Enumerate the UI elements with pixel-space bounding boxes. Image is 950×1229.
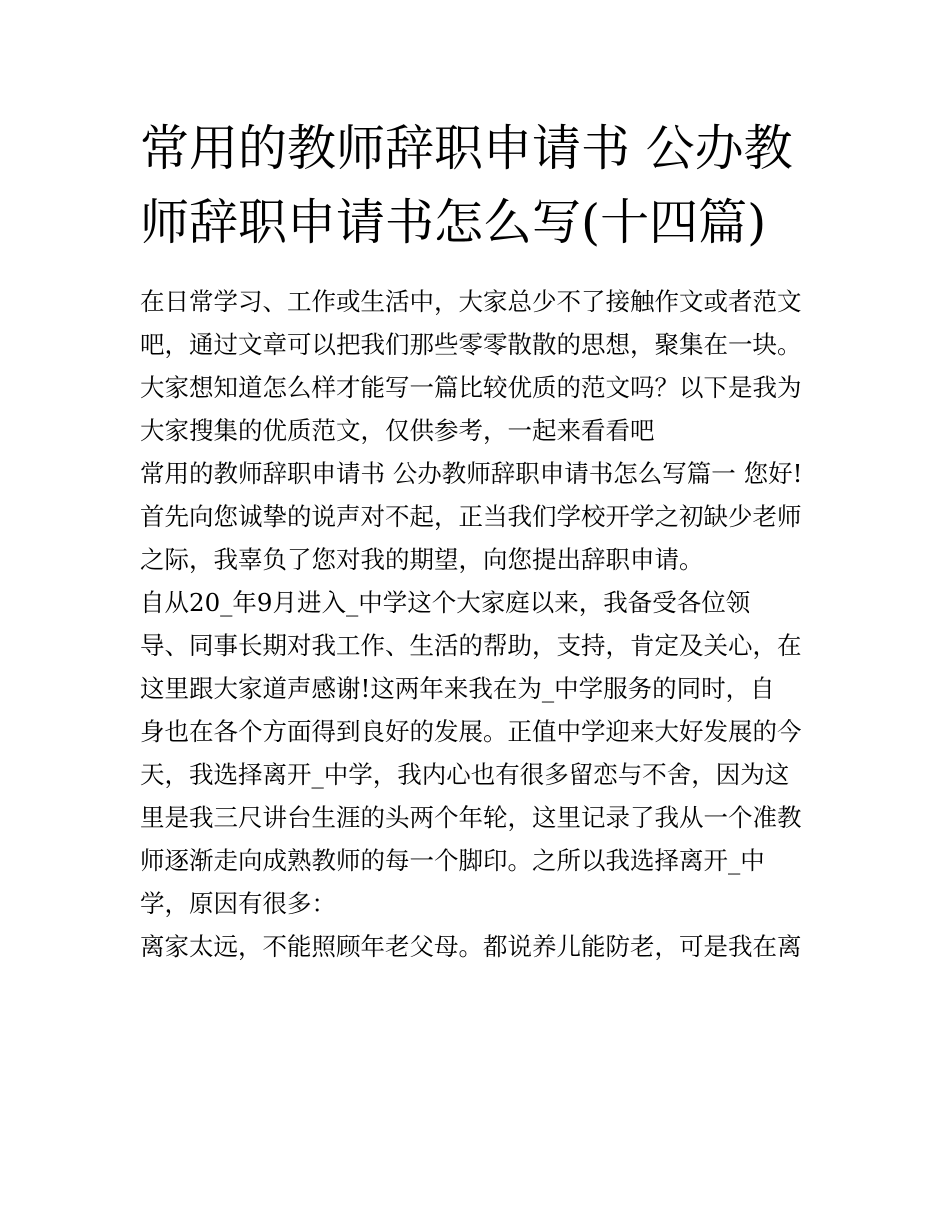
body-line: 师逐渐走向成熟教师的每一个脚印。之所以我选择离开_中 [140, 846, 765, 875]
title-line-2: 师辞职申请书怎么写(十四篇) [140, 194, 767, 251]
document-title [140, 112, 820, 260]
document-body [140, 280, 820, 968]
body-line: 里是我三尺讲台生涯的头两个年轮，这里记录了我从一个准教 [140, 803, 802, 832]
body-line: 自从20_年9月进入_中学这个大家庭以来，我备受各位领 [140, 588, 751, 617]
body-line: 离家太远，不能照顾年老父母。都说养儿能防老，可是我在离 [140, 932, 802, 961]
body-line: 首先向您诚挚的说声对不起，正当我们学校开学之初缺少老师 [140, 502, 802, 531]
title-line-1: 常用的教师辞职申请书 公办教 [140, 120, 793, 177]
body-line: 身也在各个方面得到良好的发展。正值中学迎来大好发展的今 [140, 717, 802, 746]
body-line: 学，原因有很多： [140, 889, 336, 918]
body-line: 这里跟大家道声感谢!这两年来我在为_中学服务的同时，自 [140, 674, 775, 703]
body-line: 大家搜集的优质范文，仅供参考，一起来看看吧 [140, 416, 655, 445]
body-line: 导、同事长期对我工作、生活的帮助，支持，肯定及关心，在 [140, 631, 802, 660]
body-line: 之际，我辜负了您对我的期望，向您提出辞职申请。 [140, 545, 704, 574]
body-line: 天，我选择离开_中学，我内心也有很多留恋与不舍，因为这 [140, 760, 790, 789]
body-line: 吧，通过文章可以把我们那些零零散散的思想，聚集在一块。 [140, 330, 802, 359]
body-line: 常用的教师辞职申请书 公办教师辞职申请书怎么写篇一 您好! [140, 459, 803, 488]
body-line: 大家想知道怎么样才能写一篇比较优质的范文吗？以下是我为 [140, 373, 802, 402]
body-line: 在日常学习、工作或生活中，大家总少不了接触作文或者范文 [140, 287, 802, 316]
